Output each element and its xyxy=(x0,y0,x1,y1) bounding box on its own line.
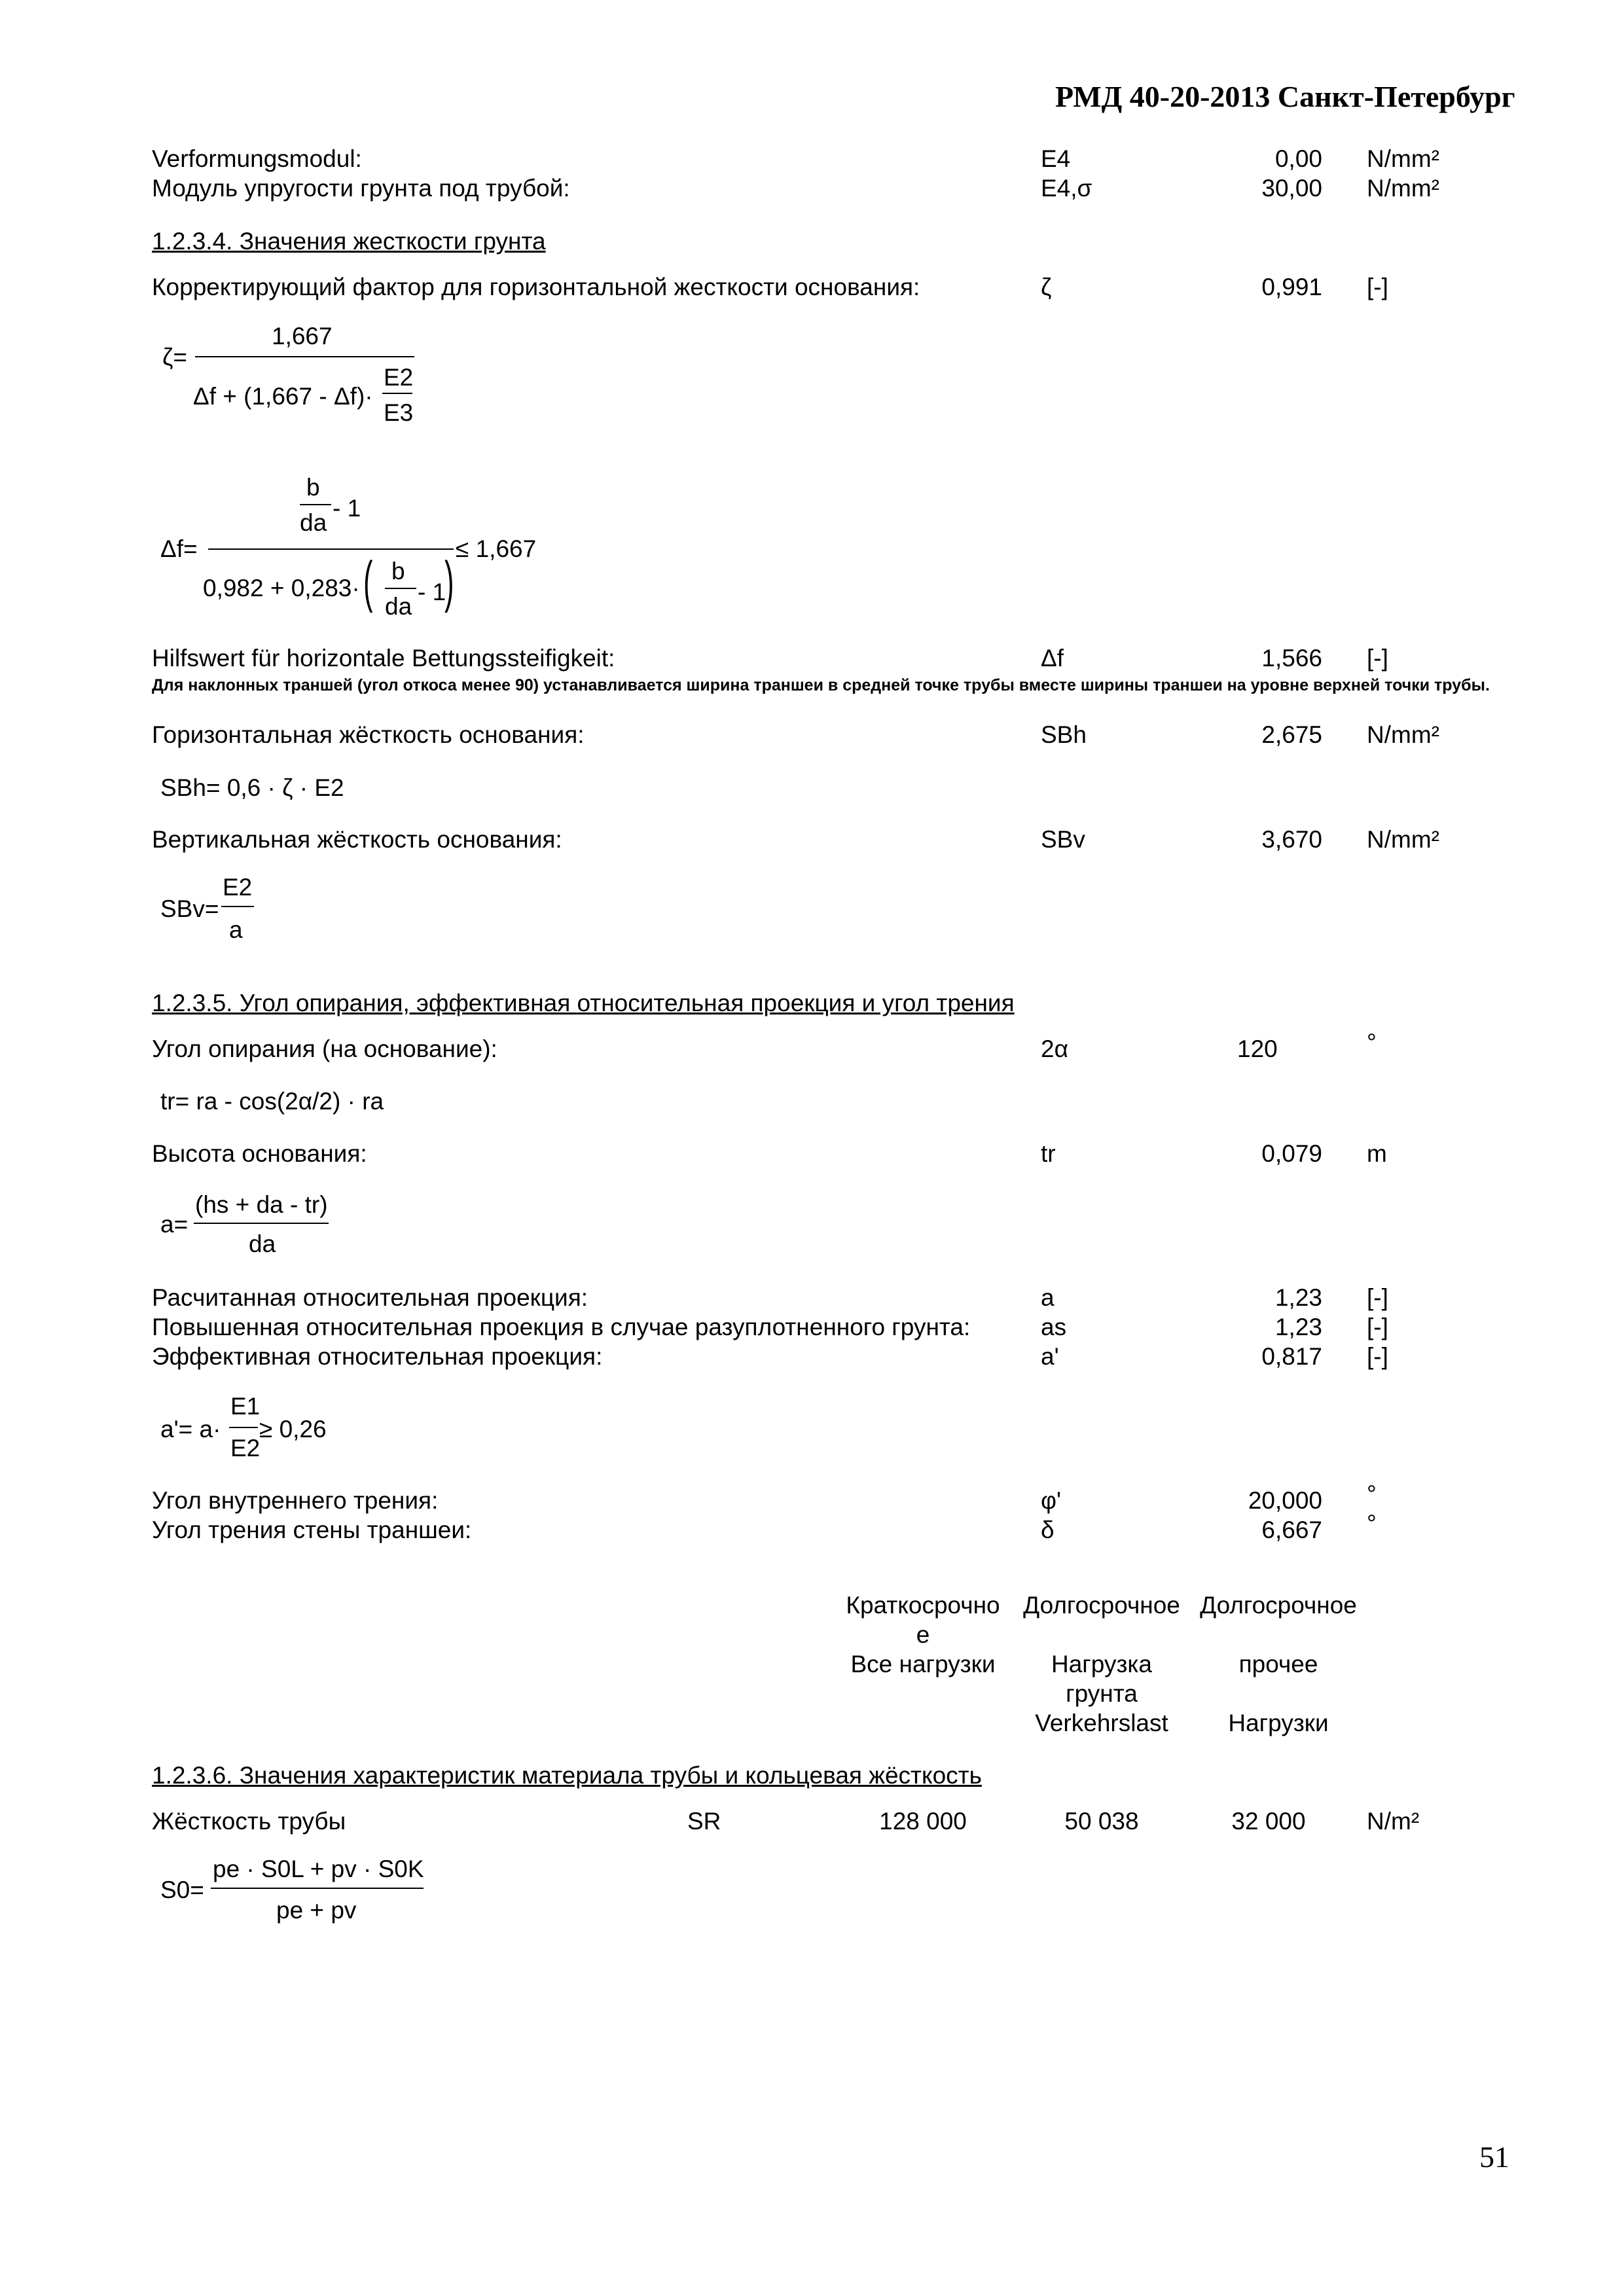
col1-top: Краткосрочно xyxy=(846,1592,1000,1619)
formula-limit: ≤ 1,667 xyxy=(456,535,537,562)
col2-mid: Нагрузка xyxy=(1051,1651,1152,1677)
proj-label: Эффективная относительная проекция: xyxy=(152,1343,603,1370)
height-unit: m xyxy=(1367,1140,1387,1167)
formula-b: b xyxy=(391,558,405,584)
correction-label: Корректирующий фактор для горизонтальной жесткости основания: xyxy=(152,274,920,300)
fraction-bar xyxy=(300,504,331,505)
friction-label: Угол внутреннего трения: xyxy=(152,1487,439,1514)
correction-symbol: ζ xyxy=(1041,274,1052,300)
proj-unit: [-] xyxy=(1367,1314,1388,1340)
formula-numerator: E2 xyxy=(223,874,253,901)
proj-symbol: a xyxy=(1041,1284,1055,1311)
formula-denominator: 0,982 + 0,283· xyxy=(203,575,360,601)
col2-mid2: грунта xyxy=(1066,1680,1138,1707)
hilfswert-symbol: Δf xyxy=(1041,645,1064,672)
height-value: 0,079 xyxy=(1261,1140,1322,1167)
proj-unit: [-] xyxy=(1367,1284,1388,1311)
proj-label: Повышенная относительная проекция в случае разуплотненного грунта: xyxy=(152,1314,971,1340)
section-title: 1.2.3.6. Значения характеристик материала трубы и кольцевая жёсткость xyxy=(152,1762,982,1789)
angle-unit: ° xyxy=(1367,1029,1377,1056)
formula-lhs: S0= xyxy=(160,1876,204,1903)
correction-unit: [-] xyxy=(1367,274,1388,300)
formula-minus-one: - 1 xyxy=(418,579,446,605)
formula-minus-one: - 1 xyxy=(333,495,361,522)
proj-unit: [-] xyxy=(1367,1343,1388,1370)
formula-denominator: da xyxy=(249,1230,276,1257)
hilfswert-label: Hilfswert für horizontale Bettungssteifigkeit: xyxy=(152,645,615,672)
horiz-unit: N/mm² xyxy=(1367,721,1439,748)
formula-lhs: a= xyxy=(160,1211,189,1238)
row-label: Модуль упругости грунта под трубой: xyxy=(152,175,570,202)
proj-symbol: a' xyxy=(1041,1343,1059,1370)
col2-bottom: Verkehrslast xyxy=(1035,1710,1168,1736)
vert-unit: N/mm² xyxy=(1367,826,1439,853)
proj-value: 1,23 xyxy=(1274,1284,1322,1311)
stiffness-value-short: 128 000 xyxy=(879,1808,967,1835)
horiz-value: 2,675 xyxy=(1261,721,1322,748)
formula-numerator: pe · S0L + pv · S0K xyxy=(213,1856,424,1882)
col1-bottom: Все нагрузки xyxy=(850,1651,996,1677)
stiffness-symbol: SR xyxy=(687,1808,721,1835)
stiffness-label: Жёсткость трубы xyxy=(152,1808,346,1835)
stiffness-value-soil: 50 038 xyxy=(1064,1808,1139,1835)
friction-label: Угол трения стены траншеи: xyxy=(152,1516,472,1543)
fraction-bar xyxy=(382,393,412,394)
section-title: 1.2.3.4. Значения жесткости грунта xyxy=(152,228,546,255)
document-header: РМД 40-20-2013 Санкт-Петербург xyxy=(1055,80,1515,113)
formula-b: b xyxy=(306,474,320,501)
row-unit: N/mm² xyxy=(1367,175,1439,202)
col3-bottom: Нагрузки xyxy=(1228,1710,1329,1736)
horiz-symbol: SBh xyxy=(1041,721,1087,748)
fraction-bar xyxy=(195,356,414,357)
friction-value: 20,000 xyxy=(1248,1487,1322,1514)
formula-lhs: ζ= xyxy=(162,344,187,370)
friction-value: 6,667 xyxy=(1261,1516,1322,1543)
formula-inner-den: E3 xyxy=(384,399,414,426)
row-unit: N/mm² xyxy=(1367,145,1439,172)
row-value: 30,00 xyxy=(1261,175,1322,202)
height-label: Высота основания: xyxy=(152,1140,367,1167)
hilfswert-unit: [-] xyxy=(1367,645,1388,672)
horiz-label: Горизонтальная жёсткость основания: xyxy=(152,721,585,748)
fraction-bar xyxy=(385,588,416,589)
formula-denominator: pe + pv xyxy=(276,1897,357,1924)
proj-value: 0,817 xyxy=(1261,1343,1322,1370)
friction-symbol: δ xyxy=(1041,1516,1055,1543)
vert-symbol: SBv xyxy=(1041,826,1085,853)
formula-lhs: Δf= xyxy=(160,535,198,562)
col1-top-cont: е xyxy=(916,1621,930,1648)
formula-denominator: E2 xyxy=(230,1435,261,1462)
close-paren: ) xyxy=(444,550,454,613)
fraction-bar xyxy=(208,548,454,550)
height-symbol: tr xyxy=(1041,1140,1056,1167)
col3-top: Долгосрочное xyxy=(1200,1592,1357,1619)
row-label: Verformungsmodul: xyxy=(152,145,362,172)
angle-symbol: 2α xyxy=(1041,1035,1068,1062)
formula-da: da xyxy=(300,509,327,536)
proj-label: Расчитанная относительная проекция: xyxy=(152,1284,588,1311)
section-title: 1.2.3.5. Угол опирания, эффективная относительная проекция и угол трения xyxy=(152,990,1015,1016)
sbh-formula: SBh= 0,6 · ζ · E2 xyxy=(160,774,344,801)
friction-unit: ° xyxy=(1367,1510,1377,1537)
note-text: Для наклонных траншей (угол откоса менее 90) устанавливается ширина траншеи в средней точке трубы вместе ширины траншеи на уровне верхней точки трубы. xyxy=(152,676,1490,694)
formula-inner-num: E2 xyxy=(384,364,414,391)
fraction-bar xyxy=(211,1888,424,1889)
hilfswert-value: 1,566 xyxy=(1261,645,1322,672)
row-value: 0,00 xyxy=(1274,145,1322,172)
formula-da: da xyxy=(385,593,412,620)
col3-mid: прочее xyxy=(1238,1651,1318,1677)
fraction-bar xyxy=(221,906,254,907)
stiffness-unit: N/m² xyxy=(1367,1808,1420,1835)
formula-numerator: (hs + da - tr) xyxy=(195,1191,328,1218)
fraction-bar xyxy=(229,1427,258,1428)
angle-value: 120 xyxy=(1237,1035,1278,1062)
stiffness-value-other: 32 000 xyxy=(1231,1808,1306,1835)
vert-label: Вертикальная жёсткость основания: xyxy=(152,826,562,853)
correction-value: 0,991 xyxy=(1261,274,1322,300)
formula-denominator: a xyxy=(229,916,243,943)
friction-symbol: φ' xyxy=(1041,1487,1062,1514)
friction-unit: ° xyxy=(1367,1480,1377,1507)
open-paren: ( xyxy=(363,550,373,613)
formula-limit: ≥ 0,26 xyxy=(259,1416,327,1443)
formula-denominator: Δf + (1,667 - Δf)· xyxy=(193,383,373,410)
col2-top: Долгосрочное xyxy=(1023,1592,1180,1619)
formula-numerator: E1 xyxy=(230,1393,261,1420)
tr-formula: tr= ra - cos(2α/2) · ra xyxy=(160,1088,384,1115)
angle-label: Угол опирания (на основание): xyxy=(152,1035,497,1062)
formula-lhs: SBv= xyxy=(160,895,219,922)
row-symbol: E4,σ xyxy=(1041,175,1092,202)
row-symbol: E4 xyxy=(1041,145,1071,172)
fraction-bar xyxy=(194,1223,329,1224)
formula-numerator: 1,667 xyxy=(272,323,333,350)
formula-lhs: a'= a· xyxy=(160,1416,221,1443)
page-number: 51 xyxy=(1479,2140,1509,2174)
proj-value: 1,23 xyxy=(1274,1314,1322,1340)
vert-value: 3,670 xyxy=(1261,826,1322,853)
proj-symbol: as xyxy=(1041,1314,1067,1340)
